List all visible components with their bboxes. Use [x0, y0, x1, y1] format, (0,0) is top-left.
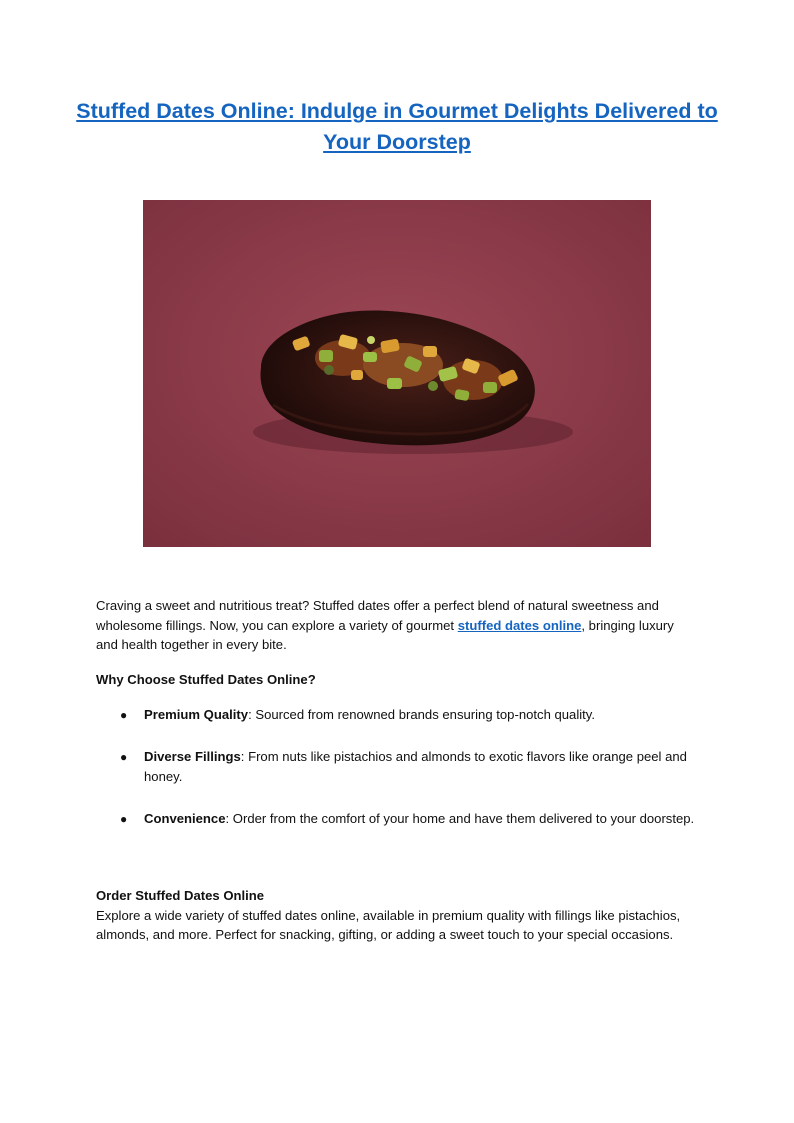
order-section [96, 886, 696, 945]
order-heading: Order Stuffed Dates Online [96, 888, 265, 903]
list-item [96, 705, 696, 726]
list-item [96, 747, 696, 788]
bullet-icon: ● [120, 749, 128, 764]
bullet-label: Diverse Fillings [144, 748, 241, 764]
stuffed-dates-online-link[interactable]: stuffed dates online [457, 617, 582, 633]
order-paragraph: Explore a wide variety of stuffed dates online, available in premium quality with fillings like pistachios, almonds, and more. Perfect for snacking, gifting, or adding a sweet touch to your special occasions. [96, 907, 681, 942]
bullet-text: : From nuts like pistachios and almonds to exotic flavors like orange peel and honey. [144, 748, 687, 784]
bullet-label: Convenience [144, 810, 226, 826]
intro-text-before: Craving a sweet and nutritious treat? Stuffed dates offer a perfect blend of natural sweetness and wholesome fillings. Now, you can explore a variety of gourmet [96, 598, 659, 633]
bullet-icon: ● [120, 708, 128, 722]
bullet-text: : Sourced from renowned brands ensuring top-notch quality. [248, 707, 596, 722]
hero-image [143, 200, 651, 547]
intro-text-after: , bringing luxury and health together in every bite. [96, 617, 674, 652]
bullet-icon: ● [120, 811, 128, 826]
intro-paragraph [96, 596, 696, 655]
list-item [96, 809, 696, 830]
stuffed-date-photo [143, 200, 651, 547]
bullet-text: : Order from the comfort of your home and have them delivered to your doorstep. [225, 810, 695, 826]
title-link[interactable]: Stuffed Dates Online: Indulge in Gourmet Delights Delivered to Your Doorstep [76, 99, 718, 154]
benefits-list [96, 705, 696, 850]
bullet-label: Premium Quality [144, 707, 249, 722]
why-choose-heading: Why Choose Stuffed Dates Online? [96, 672, 316, 687]
page-title [70, 96, 724, 158]
